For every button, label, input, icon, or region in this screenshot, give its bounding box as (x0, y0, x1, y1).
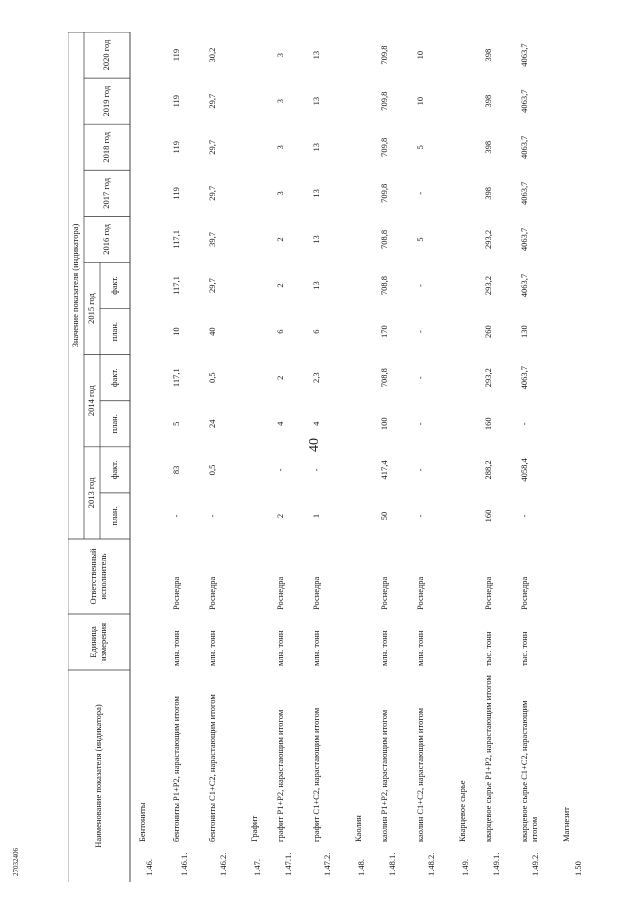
header-plan-fact: факт. (109, 276, 120, 295)
value-cell: 260 (483, 325, 493, 338)
value-cell (138, 216, 162, 262)
executor-cell: Роснедра (519, 576, 529, 610)
header-year: 2013 год (86, 477, 97, 509)
header-year: 2018 год (101, 131, 112, 163)
executor-cell (458, 541, 474, 610)
value-cell: 2 (275, 513, 285, 519)
value-cell: 160 (483, 509, 493, 523)
value-cell (250, 309, 266, 355)
value-cell (562, 355, 596, 401)
unit-cell: млн. тонн (275, 630, 285, 666)
value-cell (250, 32, 266, 78)
value-cell (562, 216, 596, 262)
value-cell (562, 32, 596, 78)
value-cell (138, 32, 162, 78)
value-cell: 708,8 (379, 229, 389, 249)
header-year: 2019 год (101, 85, 112, 117)
value-cell: 3 (275, 52, 285, 58)
value-cell (458, 32, 474, 78)
value-cell (250, 355, 266, 401)
header-executor: Ответственный исполнитель (88, 548, 108, 605)
value-cell: 4 (275, 421, 285, 426)
value-cell: - (415, 191, 425, 195)
value-cell (354, 170, 370, 216)
value-cell: 417,4 (379, 460, 389, 480)
value-cell: 4063,7 (519, 181, 529, 206)
value-cell (250, 170, 266, 216)
value-cell (138, 355, 162, 401)
row-number: 1.49.2. (530, 852, 541, 876)
unit-cell: млн. тонн (415, 630, 425, 666)
value-cell: 39,7 (207, 232, 217, 247)
value-cell (250, 124, 266, 170)
value-cell: 5 (415, 237, 425, 242)
value-cell (138, 447, 162, 493)
value-cell: 29,7 (207, 139, 217, 155)
value-cell (458, 355, 474, 401)
value-cell: 24 (207, 419, 217, 429)
value-cell: 40 (207, 327, 217, 336)
section-title: Бентониты (137, 802, 147, 842)
value-cell: 119 (171, 187, 181, 200)
value-cell: 288,2 (483, 460, 493, 480)
indicator-name: каолин P1+P2, нарастающим итогом (379, 709, 389, 842)
value-cell: 3 (275, 99, 285, 104)
executor-cell: Роснедра (171, 576, 181, 610)
value-cell (354, 124, 370, 170)
section-title: Графит (249, 815, 259, 842)
value-cell: 0,5 (207, 464, 217, 476)
unit-cell (354, 616, 370, 666)
value-cell (354, 355, 370, 401)
header-plan-fact: план. (109, 321, 120, 342)
value-cell (562, 401, 596, 447)
document-id: 27032406 (12, 848, 20, 876)
executor-cell: Роснедра (483, 576, 493, 610)
value-cell: 119 (171, 94, 181, 108)
value-cell (458, 493, 474, 539)
section-title: Кварцевое сырье (457, 780, 467, 842)
value-cell: 13 (311, 189, 321, 198)
value-cell: 10 (415, 50, 425, 60)
unit-cell: тыс. тонн (483, 631, 493, 666)
value-cell (138, 309, 162, 355)
value-cell (138, 493, 162, 539)
value-cell: - (415, 514, 425, 518)
value-cell: 3 (275, 145, 285, 150)
value-cell (250, 262, 266, 308)
executor-cell (138, 541, 162, 610)
value-cell (562, 447, 596, 493)
unit-cell (138, 616, 162, 666)
value-cell: - (415, 330, 425, 334)
indicator-name: кварцевое сырье C1+C2, нарастающим итогом (519, 700, 539, 842)
value-cell: 29,7 (207, 185, 217, 201)
executor-cell: Роснедра (275, 576, 285, 610)
value-cell: - (311, 468, 321, 472)
value-cell: 13 (311, 96, 321, 106)
value-cell: - (275, 468, 285, 472)
value-cell: 2 (275, 237, 285, 242)
executor-cell (562, 541, 596, 610)
row-number: 1.48.2. (426, 852, 437, 876)
value-cell (562, 262, 596, 308)
value-cell: 29,7 (207, 93, 217, 109)
value-cell (458, 170, 474, 216)
value-cell: 398 (483, 186, 493, 200)
value-cell: 30,2 (207, 47, 217, 63)
indicator-name: каолин C1+C2, нарастающим итогом (415, 707, 425, 842)
executor-cell: Роснедра (415, 576, 425, 610)
value-cell (458, 309, 474, 355)
value-cell (458, 78, 474, 124)
section-title: Каолин (353, 815, 363, 842)
value-cell (354, 401, 370, 447)
row-number: 1.46. (144, 859, 155, 876)
value-cell (458, 447, 474, 493)
value-cell: 709,8 (379, 183, 389, 203)
value-cell (562, 124, 596, 170)
value-cell: 13 (311, 235, 321, 244)
value-cell (250, 216, 266, 262)
value-cell: 0,5 (207, 372, 217, 384)
value-cell: 170 (379, 325, 389, 338)
row-number: 1.48.1. (387, 852, 398, 876)
row-number: 1.48. (356, 859, 367, 876)
value-cell: 119 (171, 48, 181, 62)
value-cell: 13 (311, 50, 321, 60)
value-cell (354, 262, 370, 308)
value-cell: 4063,7 (519, 366, 529, 390)
value-cell: 2 (275, 375, 285, 380)
value-cell: 293,2 (483, 229, 493, 249)
value-cell (458, 216, 474, 262)
value-cell: 709,8 (379, 137, 389, 157)
value-cell (250, 493, 266, 539)
value-cell: 4063,7 (519, 135, 529, 159)
value-cell: 4 (311, 421, 321, 426)
unit-cell (458, 616, 474, 666)
executor-cell: Роснедра (379, 576, 389, 610)
value-cell: 709,8 (379, 45, 389, 65)
value-cell: - (171, 514, 181, 518)
row-number: 1.49. (460, 859, 471, 876)
row-number: 1.49.1. (491, 852, 502, 876)
unit-cell (562, 616, 596, 666)
value-cell (250, 78, 266, 124)
indicator-name: бентониты C1+C2, нарастающим итогом (207, 694, 217, 842)
value-cell: - (207, 514, 217, 518)
value-cell: 83 (171, 465, 181, 475)
value-cell: 117,1 (171, 368, 181, 388)
row-number: 1.47. (252, 859, 263, 876)
value-cell: 1 (311, 513, 321, 519)
value-cell: 4063,7 (519, 89, 529, 113)
unit-cell (250, 616, 266, 666)
unit-cell: тыс. тонн (519, 631, 529, 666)
row-number: 1.50 (573, 861, 584, 876)
header-year: 2015 год (86, 293, 97, 324)
value-cell: 160 (483, 417, 493, 431)
row-number: 1.46.2. (218, 852, 229, 876)
value-cell (458, 262, 474, 308)
value-cell (458, 124, 474, 170)
value-cell (138, 170, 162, 216)
executor-cell: Роснедра (311, 576, 321, 610)
value-cell (354, 309, 370, 355)
value-cell (138, 262, 162, 308)
value-cell: 13 (311, 143, 321, 152)
value-cell: 117,1 (171, 230, 181, 249)
row-number: 1.47.2. (322, 852, 333, 876)
header-year: 2014 год (86, 385, 97, 417)
value-cell: 2,3 (311, 372, 321, 384)
value-cell: 130 (519, 325, 529, 338)
value-cell: 4063,7 (519, 43, 529, 67)
value-cell (354, 493, 370, 539)
value-cell: 100 (379, 417, 389, 431)
value-cell (562, 309, 596, 355)
value-cell (562, 78, 596, 124)
value-cell: - (415, 284, 425, 287)
value-cell (354, 216, 370, 262)
header-plan-fact: план. (109, 414, 120, 434)
header-values-group: Значение показателя (индикатора) (70, 223, 81, 348)
header-unit: Единица измерения (88, 623, 108, 661)
indicator-name: бентониты P1+P2, нарастающим итогом (171, 696, 181, 842)
value-cell (354, 78, 370, 124)
value-cell: 10 (415, 96, 425, 106)
value-cell: - (415, 422, 425, 426)
unit-cell: млн. тонн (207, 630, 217, 666)
header-name: Наименование показателя (индикатора) (93, 704, 104, 848)
header-plan-fact: факт. (109, 368, 120, 387)
value-cell: 5 (171, 421, 181, 426)
value-cell: - (415, 376, 425, 380)
unit-cell: млн. тонн (379, 630, 389, 666)
value-cell: 29,7 (207, 278, 217, 293)
value-cell: 119 (171, 141, 181, 154)
value-cell: 4063,7 (519, 273, 529, 298)
page-number: 40 (307, 438, 322, 452)
value-cell: 6 (311, 329, 321, 334)
unit-cell: млн. тонн (171, 630, 181, 666)
value-cell (458, 401, 474, 447)
executor-cell: Роснедра (207, 576, 217, 610)
indicator-table (68, 32, 612, 882)
header-year: 2017 год (101, 177, 112, 209)
value-cell: 293,2 (483, 368, 493, 388)
value-cell: 13 (311, 281, 321, 290)
value-cell (562, 170, 596, 216)
indicator-name: графит C1+C2, нарастающим итогом (311, 707, 321, 842)
value-cell: 708,8 (379, 368, 389, 388)
indicator-name: графит P1+P2, нарастающим итогом (275, 709, 285, 842)
value-cell: 708,8 (379, 275, 389, 296)
value-cell (250, 447, 266, 493)
value-cell (138, 401, 162, 447)
value-cell: 2 (275, 283, 285, 288)
value-cell: 117,1 (171, 276, 181, 295)
row-number: 1.46.1. (179, 852, 190, 876)
value-cell: 398 (483, 48, 493, 62)
executor-cell (354, 541, 370, 610)
value-cell (138, 78, 162, 124)
value-cell: 6 (275, 329, 285, 334)
value-cell: 398 (483, 140, 493, 154)
section-title: Магнезит (561, 807, 571, 842)
value-cell: 3 (275, 191, 285, 196)
unit-cell: млн. тонн (311, 630, 321, 666)
value-cell (354, 447, 370, 493)
value-cell: 4063,7 (519, 227, 529, 252)
value-cell: 50 (379, 511, 389, 521)
value-cell: - (415, 468, 425, 472)
header-year: 2020 год (101, 39, 112, 71)
executor-cell (250, 541, 266, 610)
value-cell: 398 (483, 94, 493, 108)
row-number: 1.47.1. (283, 852, 294, 876)
value-cell: 4058,4 (519, 458, 529, 482)
value-cell: 5 (415, 145, 425, 150)
value-cell: 709,8 (379, 91, 389, 111)
value-cell: 293,2 (483, 275, 493, 296)
value-cell: - (519, 422, 529, 426)
value-cell: - (519, 514, 529, 518)
value-cell (562, 493, 596, 539)
indicator-name: кварцевое сырье P1+P2, нарастающим итогом (483, 675, 493, 842)
header-plan-fact: план. (109, 506, 120, 526)
header-plan-fact: факт. (109, 460, 120, 480)
header-year: 2016 год (101, 224, 112, 255)
value-cell (250, 401, 266, 447)
value-cell (354, 32, 370, 78)
value-cell (138, 124, 162, 170)
value-cell: 10 (171, 327, 181, 336)
